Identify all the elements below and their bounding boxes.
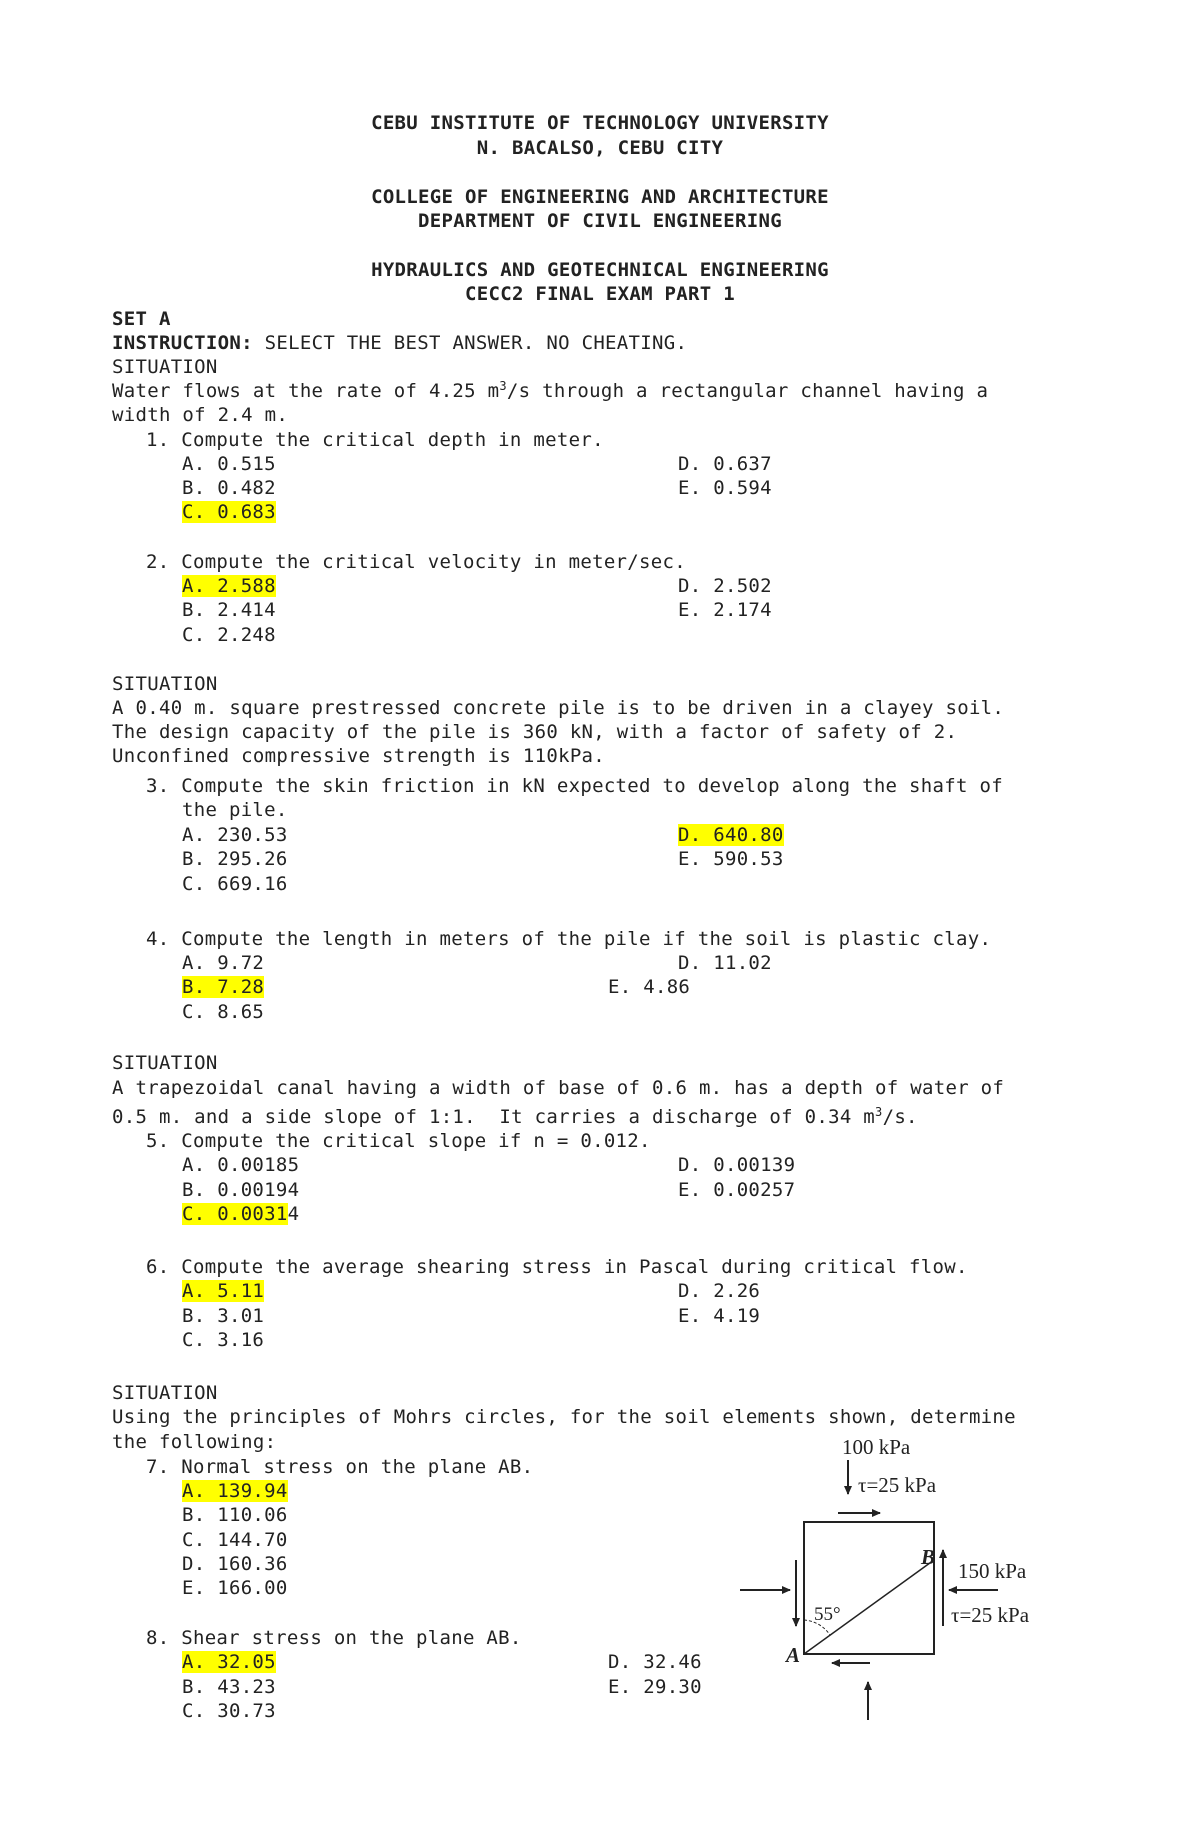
q8-choice-e[interactable]: E. 29.30 [608,1676,702,1698]
right-shear-label: τ=25 kPa [951,1603,1030,1627]
q3-choice-e[interactable]: E. 590.53 [678,848,784,870]
question-7-stem: 7. Normal stress on the plane AB. [146,1456,534,1478]
situation-4-label: SITUATION [112,1382,218,1404]
q3-choice-c[interactable]: C. 669.16 [182,873,288,895]
situation-1-line-1: Water flows at the rate of 4.25 $m^3/s$ through a rectangular channel having a [112,379,989,402]
answer-highlight: D. 640.80 [678,824,784,846]
situation-2-line-1: A 0.40 m. square prestressed concrete pile is to be driven in a clayey soil. [112,697,1005,719]
q5-choice-a[interactable]: A. 0.00185 [182,1154,300,1176]
instruction-text: SELECT THE BEST ANSWER. NO CHEATING. [264,332,688,354]
point-b-label: B [921,1545,936,1569]
answer-highlight: A. 2.588 [182,575,276,597]
q8-choice-a[interactable] [182,1651,276,1673]
q4-choice-c[interactable]: C. 8.65 [182,1001,265,1023]
soil-element [804,1522,934,1654]
q2-choice-b[interactable]: B. 2.414 [182,599,276,621]
q1-choice-d[interactable]: D. 0.637 [678,453,772,475]
situation-2-label: SITUATION [112,673,218,695]
q2-choice-d[interactable]: D. 2.502 [678,575,772,597]
answer-highlight: A. 5.11 [182,1280,265,1302]
subject-title: HYDRAULICS AND GEOTECHNICAL ENGINEERING [371,259,829,281]
q7-choice-e[interactable]: E. 166.00 [182,1577,288,1599]
situation-3-line-1: A trapezoidal canal having a width of base of 0.6 m. has a depth of water of [112,1077,1005,1099]
q4-choice-e[interactable]: E. 4.86 [608,976,691,998]
instruction-label: INSTRUCTION: [112,332,253,354]
question-4-stem: 4. Compute the length in meters of the pile if the soil is plastic clay. [146,928,992,950]
q6-choice-b[interactable]: B. 3.01 [182,1305,265,1327]
right-load-label: 150 kPa [958,1559,1027,1583]
q1-choice-c[interactable] [182,501,276,523]
q6-choice-a[interactable] [182,1280,264,1302]
q7-choice-a[interactable] [182,1480,288,1502]
situation-4-line-2: the following: [112,1431,277,1453]
q4-choice-d[interactable]: D. 11.02 [678,952,772,974]
q8-choice-c[interactable]: C. 30.73 [182,1700,276,1722]
q7-choice-c[interactable]: C. 144.70 [182,1529,288,1551]
top-shear-label: τ=25 kPa [858,1473,937,1497]
situation-1-label: SITUATION [112,356,218,378]
answer-highlight: B. 7.28 [182,976,265,998]
q4-choice-b[interactable] [182,976,264,998]
set-label: SET A [112,308,171,330]
question-8-stem: 8. Shear stress on the plane AB. [146,1627,522,1649]
q1-choice-e[interactable]: E. 0.594 [678,477,772,499]
q8-choice-b[interactable]: B. 43.23 [182,1676,276,1698]
instruction [112,332,687,354]
university-name: CEBU INSTITUTE OF TECHNOLOGY UNIVERSITY [371,112,829,134]
q4-choice-a[interactable]: A. 9.72 [182,952,265,974]
question-1-stem: 1. Compute the critical depth in meter. [146,429,604,451]
q5-choice-c[interactable]: C. 0.00314 [182,1203,300,1225]
question-5-stem: 5. Compute the critical slope if n = 0.012. [146,1130,651,1152]
q6-choice-e[interactable]: E. 4.19 [678,1305,761,1327]
question-3-stem-line-1: 3. Compute the skin friction in kN expected to develop along the shaft of [146,775,1003,797]
q7-choice-d[interactable]: D. 160.36 [182,1553,288,1575]
question-3-stem-line-2: the pile. [182,799,288,821]
situation-1-line-2: width of 2.4 m. [112,404,289,426]
top-load-label: 100 kPa [842,1435,911,1459]
q2-choice-a[interactable] [182,575,276,597]
q1-choice-b[interactable]: B. 0.482 [182,477,276,499]
q3-choice-d[interactable] [678,824,784,846]
situation-3-label: SITUATION [112,1052,218,1074]
question-6-stem: 6. Compute the average shearing stress in Pascal during critical flow. [146,1256,968,1278]
situation-2-line-2: The design capacity of the pile is 360 kN, with a factor of safety of 2. [112,721,958,743]
department-name: DEPARTMENT OF CIVIL ENGINEERING [418,210,782,232]
point-a-label: A [786,1643,801,1667]
answer-highlight: A. 32.05 [182,1651,276,1673]
q3-choice-b[interactable]: B. 295.26 [182,848,288,870]
q5-choice-e[interactable]: E. 0.00257 [678,1179,796,1201]
q3-choice-a[interactable]: A. 230.53 [182,824,288,846]
q2-choice-e[interactable]: E. 2.174 [678,599,772,621]
q5-choice-d[interactable]: D. 0.00139 [678,1154,796,1176]
situation-2-line-3: Unconfined compressive strength is 110kPa. [112,745,606,767]
q6-choice-c[interactable]: C. 3.16 [182,1329,265,1351]
q2-choice-c[interactable]: C. 2.248 [182,624,276,646]
q5-choice-b[interactable]: B. 0.00194 [182,1179,300,1201]
answer-highlight: C. 0.683 [182,501,276,523]
college-name: COLLEGE OF ENGINEERING AND ARCHITECTURE [371,186,829,208]
university-address: N. BACALSO, CEBU CITY [476,137,724,159]
answer-highlight: A. 139.94 [182,1480,288,1502]
answer-highlight: C. 0.0031 [182,1203,288,1225]
angle-label: 55° [814,1604,841,1625]
question-2-stem: 2. Compute the critical velocity in meter/sec. [146,551,686,573]
situation-4-line-1: Using the principles of Mohrs circles, for the soil elements shown, determine [112,1406,1016,1428]
q1-choice-a[interactable]: A. 0.515 [182,453,276,475]
q7-choice-b[interactable]: B. 110.06 [182,1504,288,1526]
q6-choice-d[interactable]: D. 2.26 [678,1280,761,1302]
situation-3-line-2: 0.5 m. and a side slope of 1:1. It carries a discharge of 0.34 $m^3/s$. [112,1105,918,1128]
exam-title: CECC2 FINAL EXAM PART 1 [465,283,735,305]
q8-choice-d[interactable]: D. 32.46 [608,1651,702,1673]
